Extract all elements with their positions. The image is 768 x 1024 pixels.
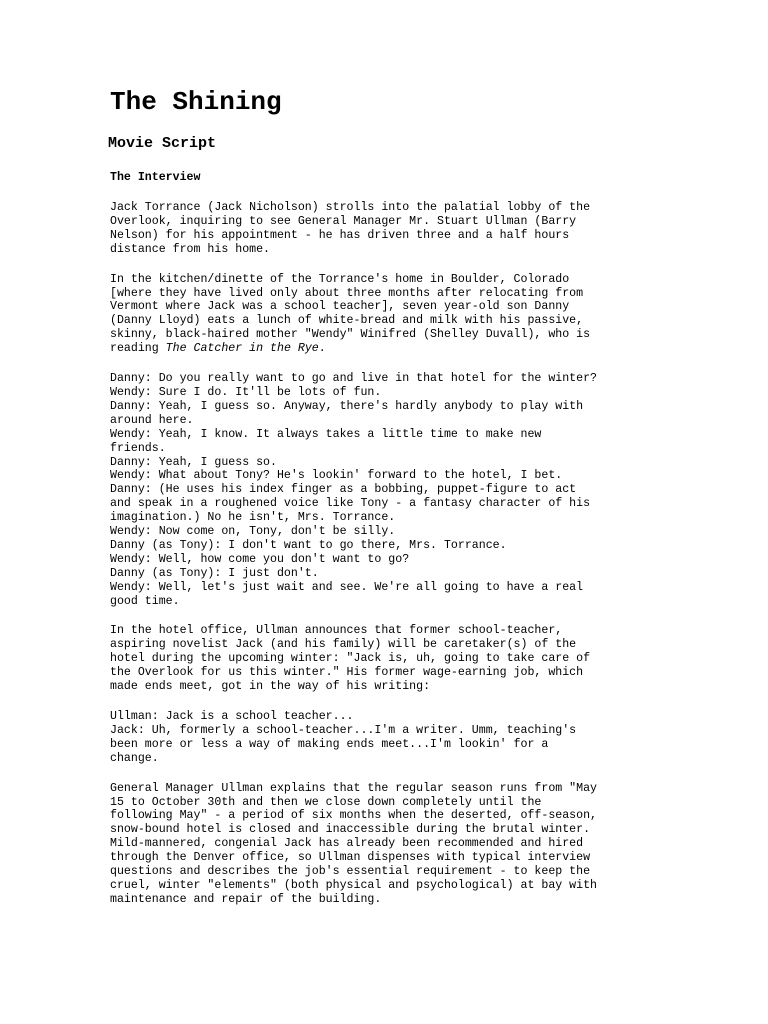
book-title: The Catcher in the Rye [165, 342, 319, 356]
document-subtitle: Movie Script [108, 135, 217, 152]
text-line: hotel during the upcoming winter: "Jack is, uh, going to take care of [110, 652, 591, 666]
text-line: In the hotel office, Ullman announces that former school-teacher, [110, 624, 563, 638]
dialogue-line: Danny: Do you really want to go and live in that hotel for the winter? [110, 372, 598, 386]
text-line: the Overlook for us this winter." His former wage-earning job, which [110, 666, 584, 680]
dialogue-line: Danny (as Tony): I don't want to go there, Mrs. Torrance. [110, 538, 507, 552]
dialogue-line: Danny: Yeah, I guess so. [110, 455, 277, 469]
dialogue-line: Wendy: Yeah, I know. It always takes a little time to make new [110, 427, 542, 441]
text-line: through the Denver office, so Ullman dispenses with typical interview [110, 851, 591, 865]
text-line: Jack Torrance (Jack Nicholson) strolls into the palatial lobby of the [110, 201, 591, 214]
paragraph-3 [110, 624, 670, 694]
text-line: (Danny Lloyd) eats a lunch of white-bread and milk with his passive, [110, 314, 584, 328]
dialogue-line: and speak in a roughened voice like Tony - a fantasy character of his [110, 497, 591, 511]
paragraph-4 [110, 782, 670, 907]
dialogue-line: around here. [110, 413, 194, 427]
text-line: following May" - a period of six months when the deserted, off-season, [110, 809, 598, 823]
dialogue-line: been more or less a way of making ends meet...I'm lookin' for a [110, 737, 549, 751]
text-line: skinny, black-haired mother "Wendy" Winifred (Shelley Duvall), who is [110, 328, 591, 342]
dialogue-line: Wendy: Well, how come you don't want to go? [110, 552, 410, 566]
script-body [110, 201, 670, 923]
dialogue-line: change. [110, 751, 159, 765]
text-line: Vermont where Jack was a school teacher], seven year-old son Danny [110, 300, 570, 314]
dialogue-line: Jack: Uh, formerly a school-teacher...I'm a writer. Umm, teaching's [110, 723, 577, 737]
dialogue-line: Wendy: Well, let's just wait and see. We're all going to have a real [110, 580, 584, 594]
text-line: cruel, winter "elements" (both physical and psychological) at bay with [110, 878, 598, 892]
text-line: questions and describes the job's essential requirement - to keep the [110, 865, 591, 879]
dialogue-line: Wendy: Now come on, Tony, don't be silly. [110, 525, 396, 539]
text-line: Nelson) for his appointment - he has driven three and a half hours [110, 228, 570, 242]
text-line-with-book-title [110, 342, 670, 356]
text-line: Overlook, inquiring to see General Manager Mr. Stuart Ullman (Barry [110, 214, 577, 228]
text-line: 15 to October 30th and then we close down completely until the [110, 795, 542, 809]
text-line: General Manager Ullman explains that the regular season runs from "May [110, 781, 598, 795]
text-fragment: reading [110, 342, 166, 356]
text-line: distance from his home. [110, 242, 271, 256]
dialogue-line: friends. [110, 441, 166, 455]
paragraph-1 [110, 201, 670, 257]
dialogue-line: Danny: Yeah, I guess so. Anyway, there's hardly anybody to play with [110, 399, 584, 413]
text-line: made ends meet, got in the way of his writing: [110, 680, 431, 694]
dialogue-line: Danny (as Tony): I just don't. [110, 566, 319, 580]
dialogue-line: Ullman: Jack is a school teacher... [110, 710, 354, 723]
text-line: Mild-mannered, congenial Jack has already been recommended and hired [110, 837, 584, 851]
dialogue-line: Danny: (He uses his index finger as a bobbing, puppet-figure to act [110, 483, 577, 497]
text-fragment: . [318, 342, 326, 356]
dialogue-line: good time. [110, 594, 180, 608]
text-line: [where they have lived only about three months after relocating from [110, 286, 584, 300]
dialogue-line: imagination.) No he isn't, Mrs. Torrance. [110, 511, 396, 525]
text-line: snow-bound hotel is closed and inaccessible during the brutal winter. [110, 823, 591, 837]
dialogue-1 [110, 372, 670, 608]
section-heading: The Interview [110, 171, 201, 184]
text-line: maintenance and repair of the building. [110, 892, 382, 906]
dialogue-line: Wendy: What about Tony? He's lookin' forward to the hotel, I bet. [110, 469, 563, 483]
text-line: In the kitchen/dinette of the Torrance's home in Boulder, Colorado [110, 272, 570, 286]
text-line: aspiring novelist Jack (and his family) will be caretaker(s) of the [110, 638, 577, 652]
dialogue-line: Wendy: Sure I do. It'll be lots of fun. [110, 385, 382, 399]
paragraph-2 [110, 273, 670, 356]
document-title: The Shining [110, 87, 282, 117]
dialogue-2 [110, 710, 670, 766]
